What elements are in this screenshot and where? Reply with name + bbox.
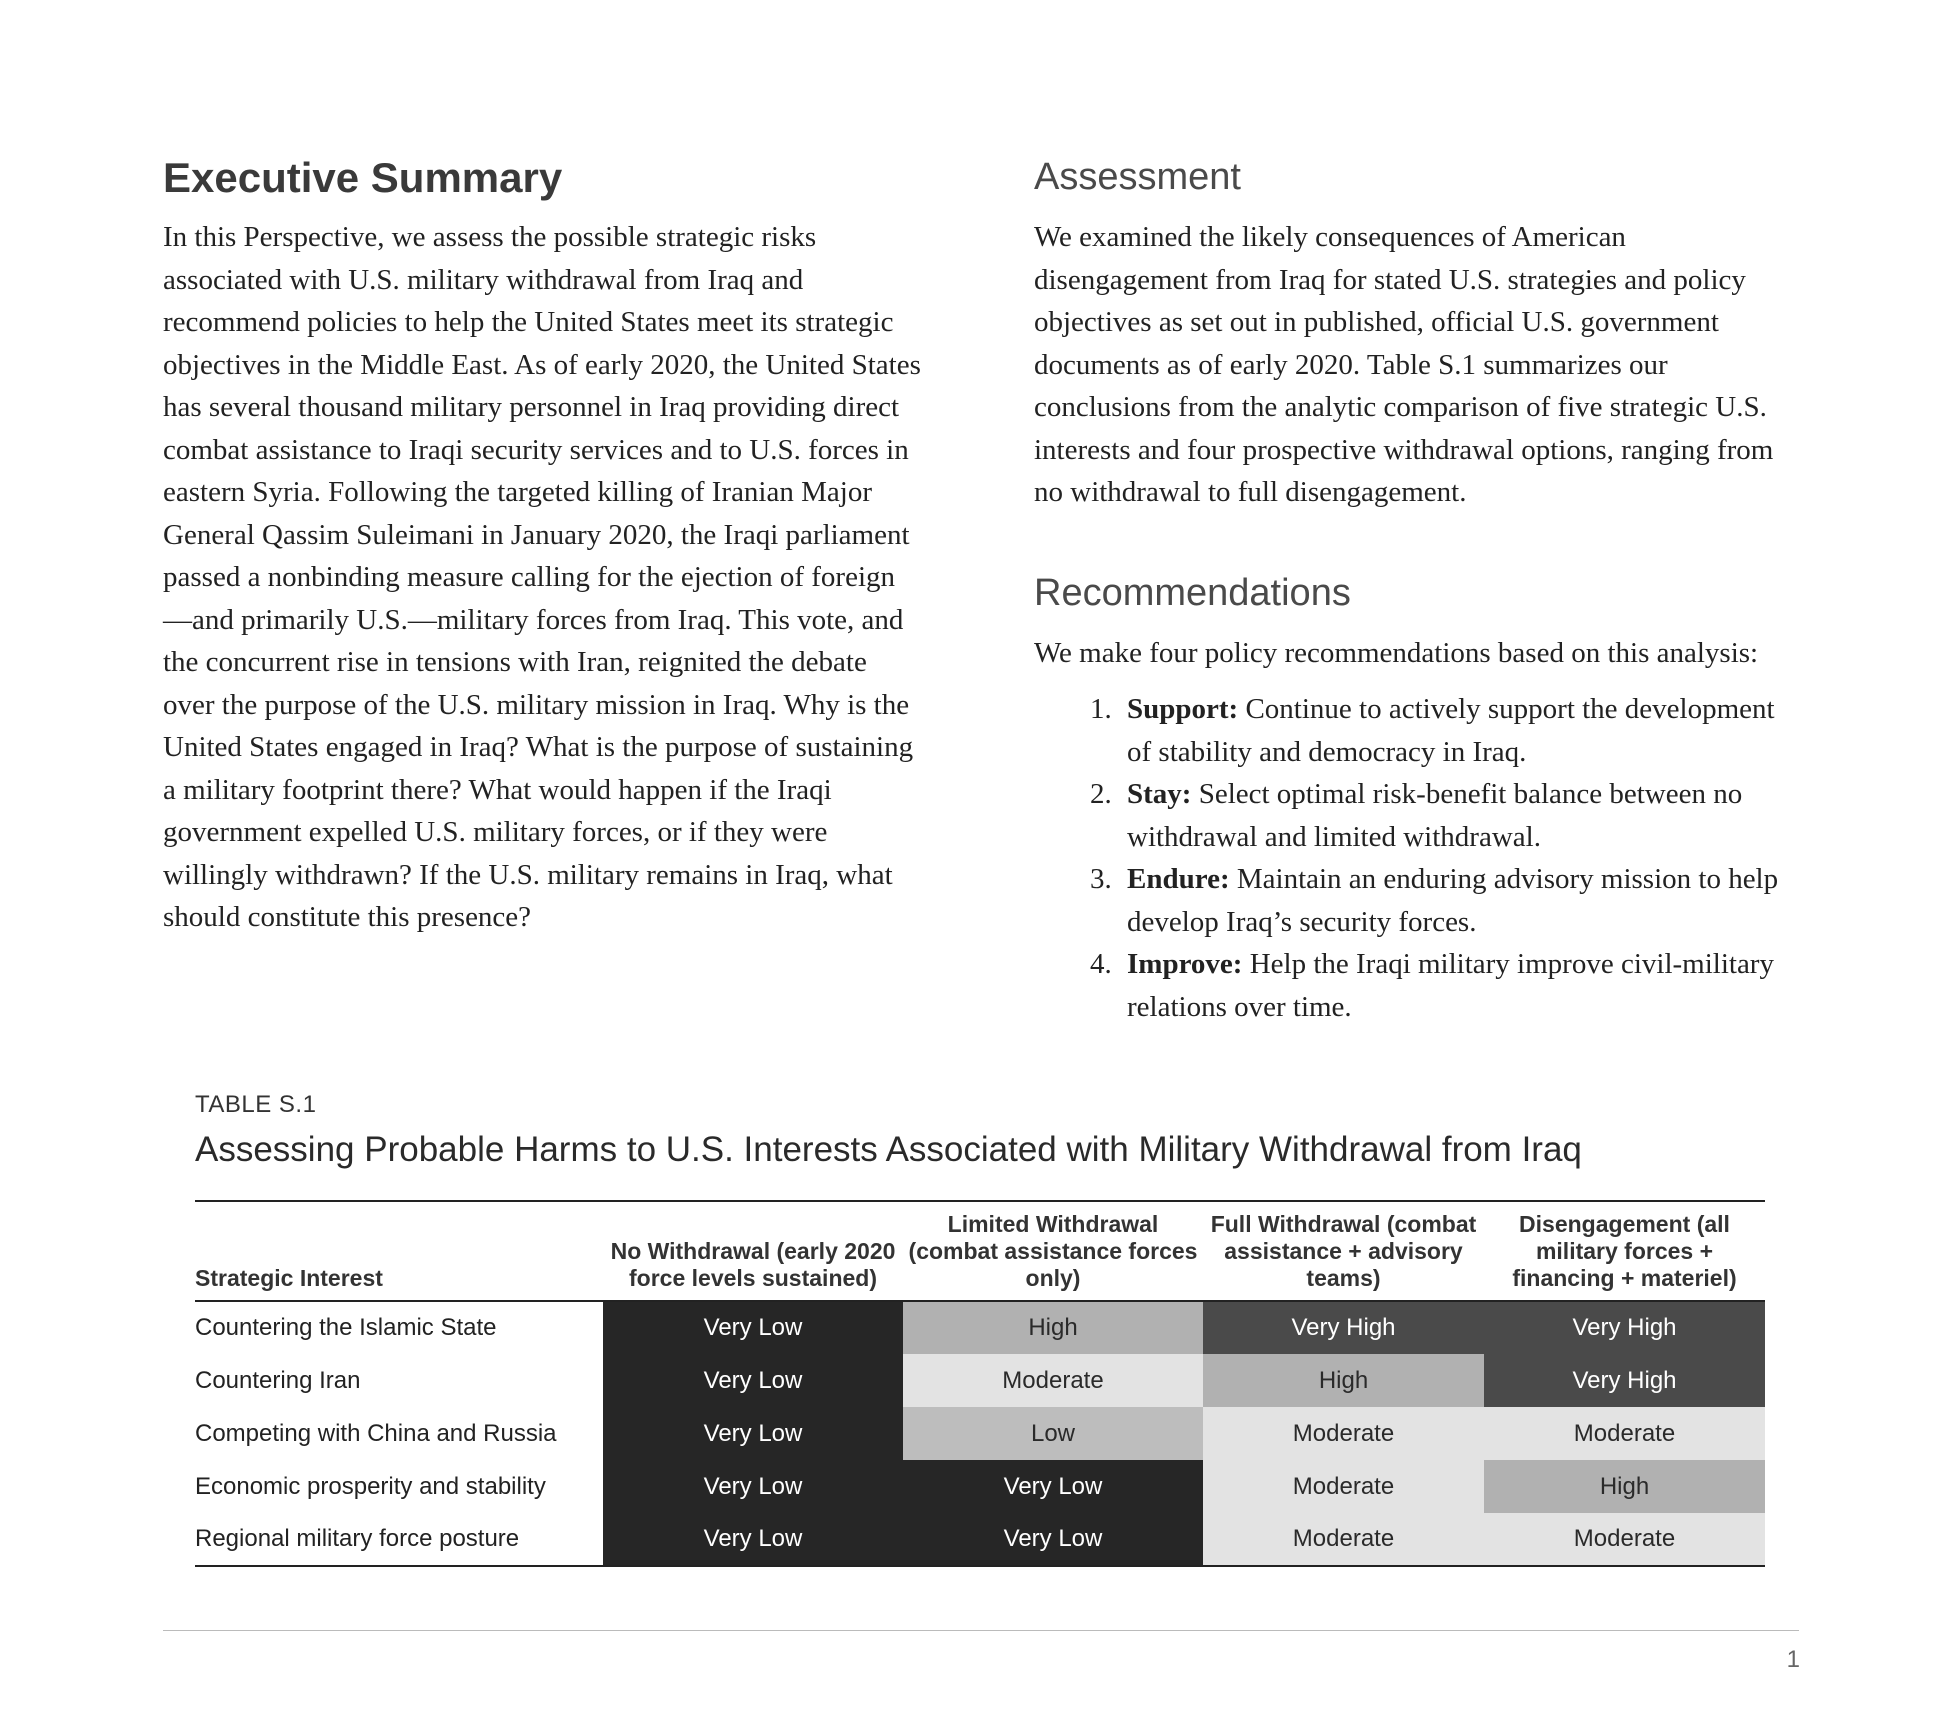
recommendation-text: Help the Iraqi military improve civil-military relations over time. bbox=[1127, 948, 1774, 1023]
recommendations-intro: We make four policy recommendations based on this analysis: bbox=[1034, 636, 1759, 669]
recommendation-text: Continue to actively support the development of stability and democracy in Iraq. bbox=[1127, 693, 1775, 768]
rating-cell: Very High bbox=[1203, 1301, 1484, 1354]
rating-cell: Very Low bbox=[903, 1460, 1203, 1513]
rating-cell: Very Low bbox=[603, 1460, 903, 1513]
recommendation-text: Maintain an enduring advisory mission to help develop Iraq’s security forces. bbox=[1127, 863, 1779, 938]
footer-rule bbox=[163, 1630, 1799, 1631]
column-header: Limited Withdrawal (combat assistance forces only) bbox=[903, 1201, 1203, 1301]
rating-cell: Moderate bbox=[1484, 1407, 1765, 1460]
table-label: TABLE S.1 bbox=[195, 1091, 317, 1118]
recommendation-term: Endure: bbox=[1127, 863, 1230, 895]
table-row bbox=[195, 1513, 1765, 1566]
recommendation-number: 1. bbox=[1090, 693, 1112, 725]
recommendation-term: Support: bbox=[1127, 693, 1239, 725]
rating-cell: Moderate bbox=[1203, 1407, 1484, 1460]
rating-cell: High bbox=[1203, 1354, 1484, 1407]
recommendation-item bbox=[1090, 943, 1804, 1028]
rating-cell: Moderate bbox=[1484, 1513, 1765, 1566]
table-row bbox=[195, 1354, 1765, 1407]
assessment-body: We examined the likely consequences of American disengagement from Iraq for stated U.S. strategies and policy objectives as set out in published, official U.S. government documents as of early 2020. Table S.1 summarizes our conclusions from the analytic comparison of five strategic U.S. interests and four prospective withdrawal options, ranging from no withdrawal to full disengagement. bbox=[1034, 221, 1774, 508]
recommendations-list bbox=[1090, 688, 1804, 1028]
rating-cell: Very High bbox=[1484, 1354, 1765, 1407]
rating-cell: Moderate bbox=[1203, 1460, 1484, 1513]
recommendation-term: Improve: bbox=[1127, 948, 1243, 980]
strategic-interest-cell: Countering the Islamic State bbox=[195, 1314, 497, 1341]
rating-cell: High bbox=[1484, 1460, 1765, 1513]
rating-cell: Very Low bbox=[603, 1354, 903, 1407]
column-header: Full Withdrawal (combat assistance + advisory teams) bbox=[1203, 1201, 1484, 1301]
column-header: No Withdrawal (early 2020 force levels sustained) bbox=[603, 1201, 903, 1301]
recommendations-heading: Recommendations bbox=[1034, 571, 1351, 614]
recommendation-term: Stay: bbox=[1127, 778, 1192, 810]
rating-cell: Low bbox=[903, 1407, 1203, 1460]
page-number: 1 bbox=[1786, 1646, 1800, 1673]
strategic-interest-cell: Countering Iran bbox=[195, 1366, 361, 1394]
harms-table bbox=[195, 1200, 1765, 1567]
strategic-interest-cell: Regional military force posture bbox=[195, 1513, 603, 1566]
table-row bbox=[195, 1460, 1765, 1513]
assessment-heading: Assessment bbox=[1034, 156, 1241, 198]
table-title: Assessing Probable Harms to U.S. Interests Associated with Military Withdrawal from Iraq bbox=[195, 1130, 1582, 1169]
rating-cell: Moderate bbox=[1203, 1513, 1484, 1566]
rating-cell: Very Low bbox=[903, 1513, 1203, 1566]
executive-summary-heading: Executive Summary bbox=[163, 154, 563, 201]
table-row bbox=[195, 1301, 1765, 1354]
rating-cell: Very Low bbox=[603, 1301, 903, 1354]
column-header: Disengagement (all military forces + financing + materiel) bbox=[1484, 1201, 1765, 1301]
recommendation-item bbox=[1090, 688, 1804, 773]
recommendation-text: Select optimal risk-benefit balance between no withdrawal and limited withdrawal. bbox=[1127, 778, 1743, 853]
recommendation-item bbox=[1090, 773, 1804, 858]
rating-cell: Moderate bbox=[903, 1354, 1203, 1407]
executive-summary-column bbox=[163, 150, 923, 939]
recommendation-number: 3. bbox=[1090, 863, 1112, 895]
recommendation-item bbox=[1090, 858, 1804, 943]
table-row bbox=[195, 1407, 1765, 1460]
recommendation-number: 2. bbox=[1090, 778, 1112, 810]
table-s1 bbox=[195, 1088, 1765, 1552]
strategic-interest-cell: Competing with China and Russia bbox=[195, 1419, 557, 1447]
rating-cell: Very Low bbox=[603, 1513, 903, 1566]
executive-summary-body: In this Perspective, we assess the possible strategic risks associated with U.S. military withdrawal from Iraq and recommend policies to help the United States meet its strategic objectives in the Middle East. As of early 2020, the United States has several thousand military personnel in Iraq providing direct combat assistance to Iraqi security services and to U.S. forces in eastern Syria. Following the targeted killing of Iranian Major General Qassim Suleimani in January 2020, the Iraqi parliament passed a nonbinding measure calling for the ejection of foreign—and primarily U.S.—military forces from Iraq. This vote, and the concurrent rise in tensions with Iran, reignited the debate over the purpose of the U.S. military mission in Iraq. Why is the United States engaged in Iraq? What is the purpose of sustaining a military footprint there? What would happen if the Iraqi government expelled U.S. military forces, or if they were willingly withdrawn? If the U.S. military remains in Iraq, what should constitute this presence? bbox=[163, 221, 921, 933]
assessment-column bbox=[1034, 150, 1804, 1028]
rating-cell: Very High bbox=[1484, 1301, 1765, 1354]
recommendation-number: 4. bbox=[1090, 948, 1112, 980]
column-header: Strategic Interest bbox=[195, 1201, 603, 1301]
rating-cell: Very Low bbox=[603, 1407, 903, 1460]
rating-cell: High bbox=[903, 1301, 1203, 1354]
strategic-interest-cell: Economic prosperity and stability bbox=[195, 1472, 546, 1500]
